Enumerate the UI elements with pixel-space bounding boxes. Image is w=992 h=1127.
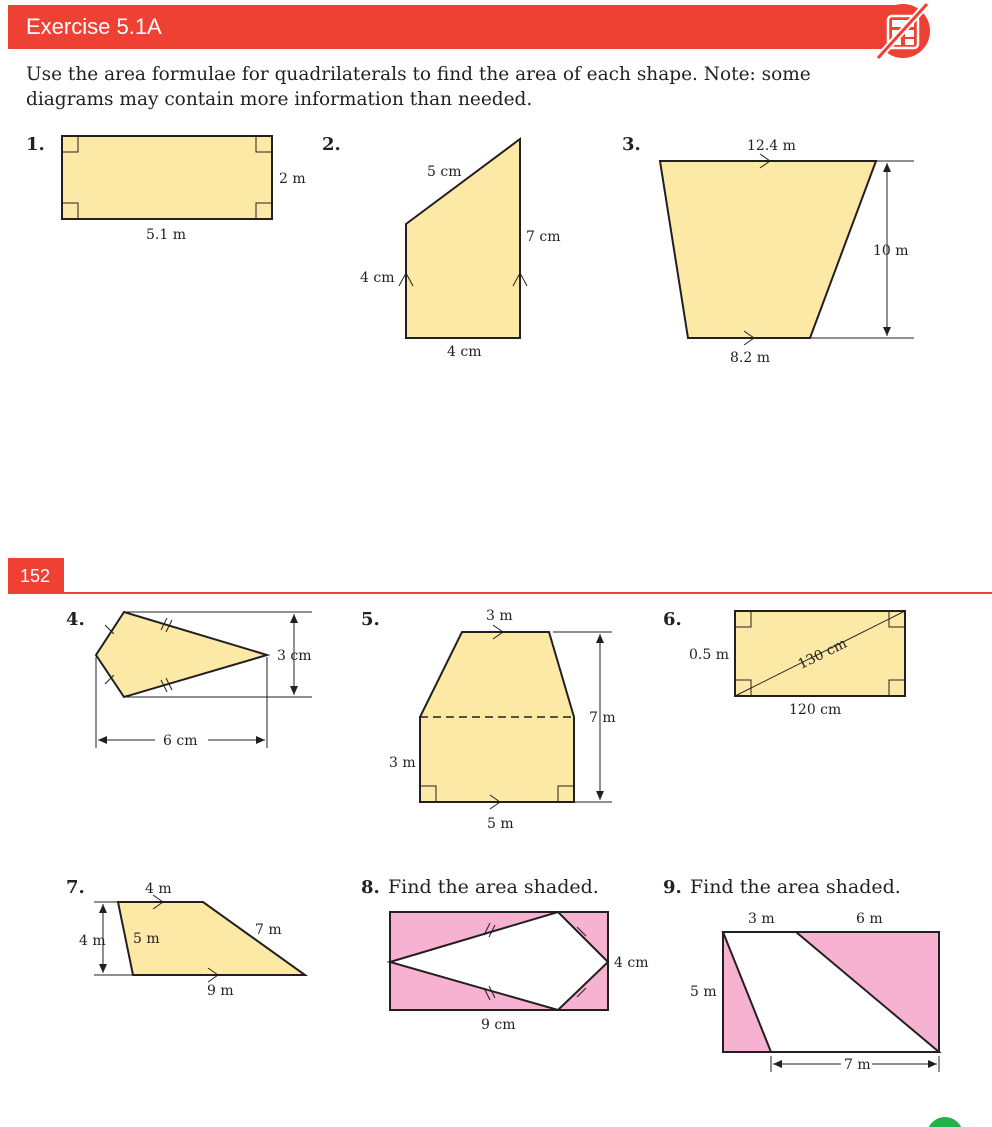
question-8-figure: [361, 876, 648, 1033]
question-5-figure: [361, 608, 616, 832]
question-3-figure: [622, 134, 914, 366]
question-text: Find the area shaded.: [690, 876, 901, 898]
label: 7 m: [844, 1057, 871, 1073]
question-7-figure: [66, 877, 305, 999]
label: 3 cm: [277, 648, 312, 664]
question-2-figure: [322, 134, 560, 360]
label: 4 m: [79, 933, 106, 949]
label: 6 cm: [163, 733, 198, 749]
label: 5 m: [133, 931, 160, 947]
question-number: 2.: [322, 134, 341, 155]
label: 2 m: [279, 171, 306, 187]
label: 4 cm: [614, 955, 649, 971]
question-6-figure: [663, 609, 905, 718]
exercise-title: Exercise 5.1A: [26, 14, 162, 39]
label: 10 m: [873, 243, 909, 259]
question-9-figure: [663, 876, 939, 1073]
question-4-figure: [66, 609, 312, 749]
instructions: Use the area formulae for quadrilaterals to find the area of each shape. Note: some diagrams may contain more information than needed.: [26, 64, 811, 110]
label: 4 cm: [360, 270, 395, 286]
label: 5 cm: [427, 164, 462, 180]
question-number: 9.: [663, 877, 682, 898]
label: 3 m: [748, 911, 775, 927]
label: 9 m: [207, 983, 234, 999]
question-number: 4.: [66, 609, 85, 630]
label: 3 m: [389, 755, 416, 771]
label: 5 m: [690, 984, 717, 1000]
label: 9 cm: [481, 1017, 516, 1033]
label: 4 m: [145, 881, 172, 897]
label: 5 m: [487, 816, 514, 832]
label: 5.1 m: [146, 227, 186, 243]
corner-marker: [927, 1117, 963, 1127]
page-number: 152: [20, 566, 51, 586]
question-number: 5.: [361, 609, 380, 630]
question-number: 7.: [66, 877, 85, 898]
label: 6 m: [856, 911, 883, 927]
label: 8.2 m: [730, 350, 770, 366]
label: 120 cm: [789, 702, 842, 718]
label: 4 cm: [447, 344, 482, 360]
question-number: 3.: [622, 134, 641, 155]
question-1-figure: [26, 134, 306, 243]
question-number: 8.: [361, 877, 380, 898]
label: 7 m: [589, 710, 616, 726]
question-number: 1.: [26, 134, 45, 155]
label: 7 m: [255, 922, 282, 938]
question-number: 6.: [663, 609, 682, 630]
question-text: Find the area shaded.: [388, 876, 599, 898]
label: 0.5 m: [689, 647, 729, 663]
label: 130 cm: [795, 635, 850, 673]
label: 3 m: [486, 608, 513, 624]
label: 12.4 m: [747, 138, 796, 154]
label: 7 cm: [526, 229, 561, 245]
